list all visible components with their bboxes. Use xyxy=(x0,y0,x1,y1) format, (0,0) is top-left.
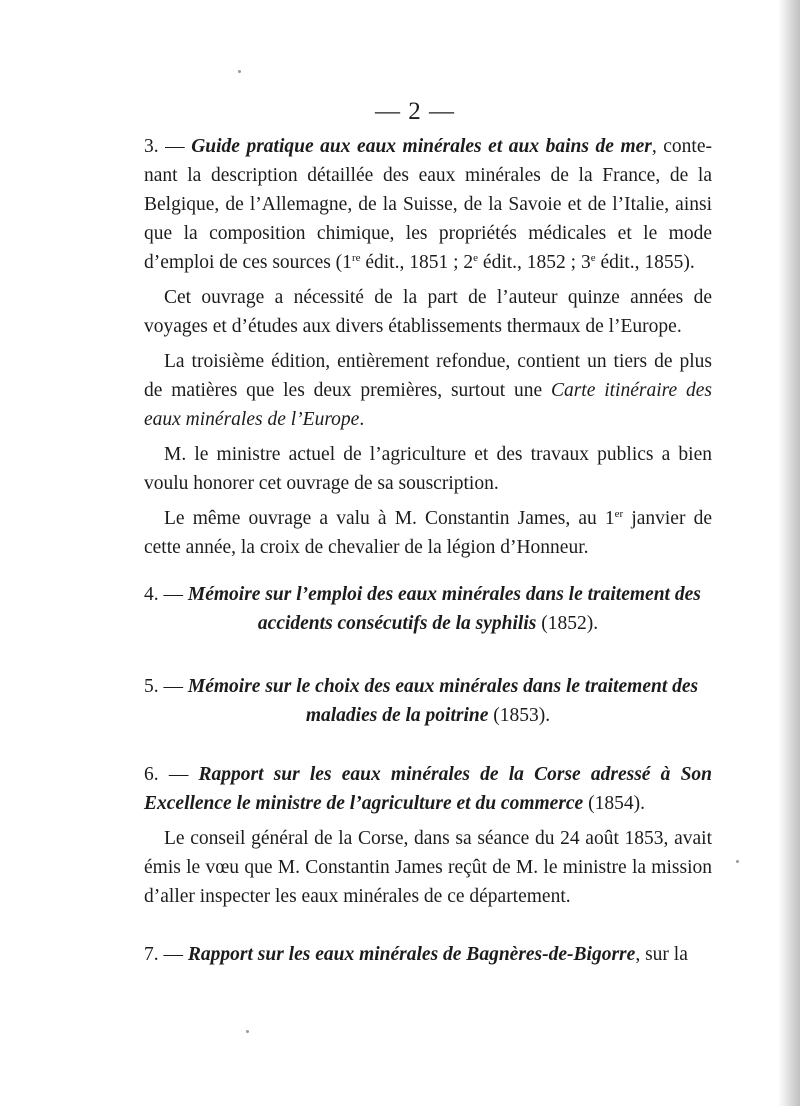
superscript: er xyxy=(614,508,624,520)
paragraph xyxy=(144,347,712,434)
paragraph: Le conseil général de la Corse, dans sa séance du 24 août 1853, avait émis le vœu que M. Constantin James reçût de M. le ministre la mission d’aller inspecter les eaux minérales de ce département. xyxy=(144,828,712,907)
paragraph-text: La troisième édition, entièrement refondue, contient un tiers de plus de matières que les deux premières, surtout une xyxy=(144,351,712,401)
entry-text: édit., 1852 ; 3 xyxy=(478,252,591,273)
superscript: e xyxy=(590,252,596,264)
entry-text: édit., 1855). xyxy=(595,252,695,273)
entry-5-title-continuation xyxy=(144,701,712,730)
entry-year: (1853). xyxy=(488,705,551,726)
entry-title: Mémoire sur l’emploi des eaux minérales dans le traitement des xyxy=(187,584,701,605)
entry-3-heading xyxy=(144,132,712,277)
entry-year: (1852). xyxy=(536,613,599,634)
entry-title: maladies de la poitrine xyxy=(305,705,489,726)
scan-speck xyxy=(736,860,739,863)
entry-number: 5. xyxy=(144,676,159,697)
entry-number: 6. xyxy=(144,764,159,785)
scan-speck xyxy=(246,1030,249,1033)
entry-7 xyxy=(144,940,712,969)
entry-title: Rapport sur les eaux minérales de Bagnères-de-Bigorre xyxy=(187,944,636,965)
entry-title: Rapport sur les eaux minérales de la Corse adressé à Son Excellence le ministre de l’agriculture et du commerce xyxy=(144,764,713,814)
entry-4-title-continuation xyxy=(144,609,712,638)
entry-dash: — xyxy=(163,584,183,605)
paragraph xyxy=(144,504,712,562)
entry-number: 3. xyxy=(144,136,159,157)
entry-dash: — xyxy=(165,136,185,157)
entry-description: nant la description détaillée des eaux minérales de la France, de la Belgique, de l’Allemagne, de la Suisse, de la Savoie et de l’Italie, ainsi que la composition chimique, les propriétés médicales et le mode d’emploi de ces sources (1 xyxy=(144,165,712,273)
entry-4-heading xyxy=(144,580,712,609)
superscript: re xyxy=(351,252,361,264)
entry-text: , sur la xyxy=(635,944,688,965)
page-edge-shadow xyxy=(778,0,800,1106)
paragraph: Cet ouvrage a nécessité de la part de l’auteur quinze années de voyages et d’études aux divers établissements thermaux de l’Europe. xyxy=(144,287,712,337)
entry-title: Guide pratique aux eaux minérales et aux bains de mer xyxy=(191,136,652,157)
entry-title: accidents consécutifs de la syphilis xyxy=(257,613,537,634)
paragraph: M. le ministre actuel de l’agriculture et des travaux publics a bien voulu honorer cet ouvrage de sa souscription. xyxy=(144,444,712,494)
entry-7-heading xyxy=(144,940,712,969)
entry-dash: — xyxy=(168,764,189,785)
paragraph-text: . xyxy=(359,409,365,430)
paragraph-text: Le même ouvrage a valu à M. Constantin James, au 1 xyxy=(164,508,615,529)
superscript: e xyxy=(473,252,479,264)
entry-3 xyxy=(144,132,712,562)
entry-5-heading xyxy=(144,672,712,701)
italic-title: Carte itinéraire des eaux minérales de l’Europe xyxy=(144,380,712,430)
entry-dash: — xyxy=(163,944,183,965)
entry-year: (1854). xyxy=(583,793,645,814)
paragraph-text: janvier de cette année, la croix de chevalier de la légion d’Honneur. xyxy=(144,508,712,558)
entry-5 xyxy=(144,672,712,730)
entry-title: Mémoire sur le choix des eaux minérales dans le traitement des xyxy=(187,676,699,697)
entry-6 xyxy=(144,760,712,911)
entry-number: 4. xyxy=(144,584,159,605)
entry-6-heading xyxy=(144,760,712,818)
entry-dash: — xyxy=(163,676,183,697)
entry-4 xyxy=(144,580,712,638)
entry-number: 7. xyxy=(144,944,159,965)
page-number: — 2 — xyxy=(375,98,455,125)
entry-text: , conte- xyxy=(651,136,712,157)
scan-speck xyxy=(238,70,241,73)
entry-text: édit., 1851 ; 2 xyxy=(360,252,474,273)
